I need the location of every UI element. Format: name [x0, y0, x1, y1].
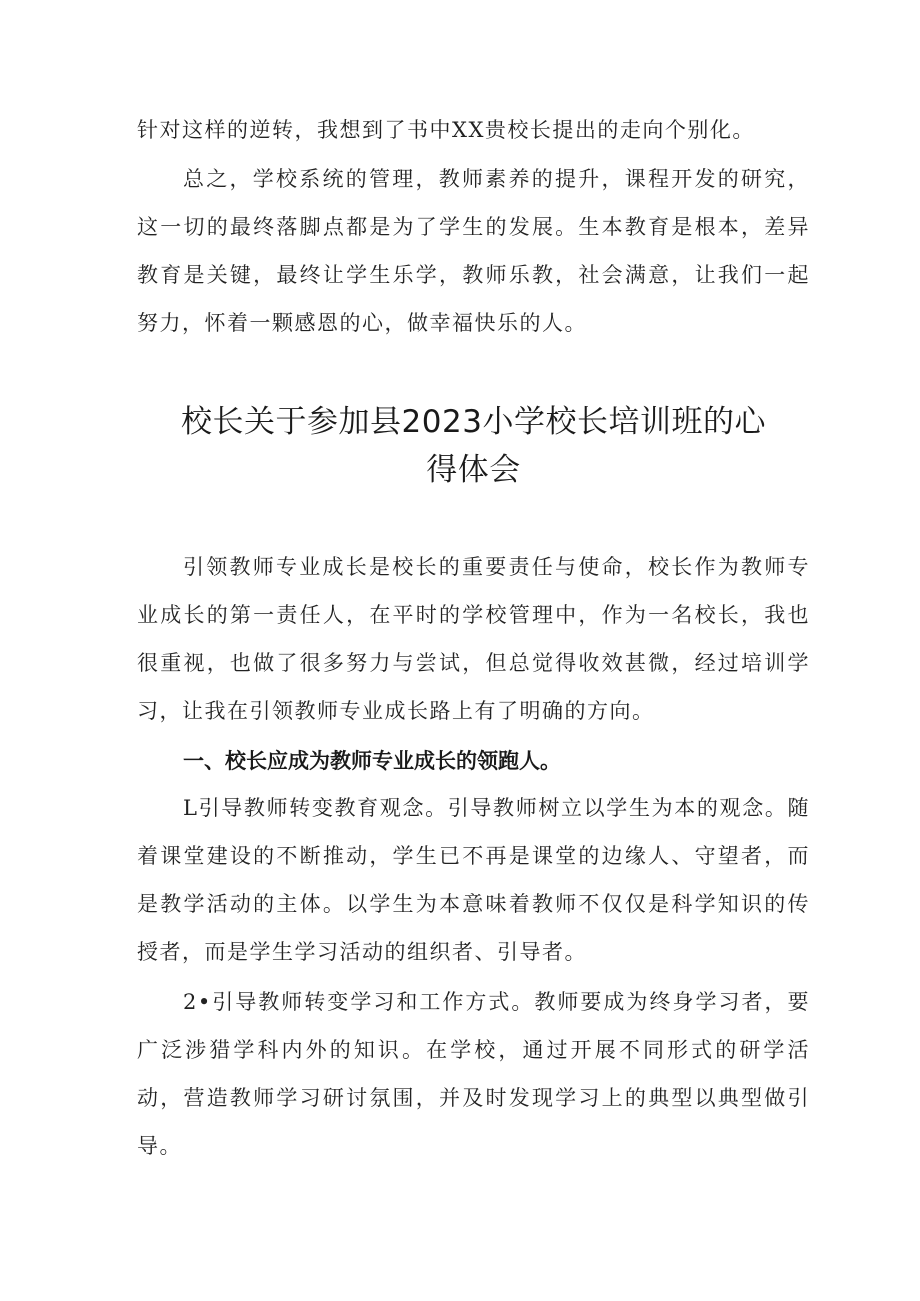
section-heading-1: 一、校长应成为教师专业成长的领跑人。: [183, 749, 561, 773]
title-line-1: 校长关于参加县2023小学校长培训班的心: [181, 404, 766, 440]
paragraph-5: 2•引导教师转变学习和工作方式。教师要成为终身学习者，要广泛涉猎学科内外的知识。在学校，通过开展不同形式的研学活动，营造教师学习研讨氛围，并及时发现学习上的典型以典型做引导。: [137, 990, 810, 1158]
title-line-2: 得体会: [426, 452, 521, 488]
paragraph-3: 引领教师专业成长是校长的重要责任与使命，校长作为教师专业成长的第一责任人，在平时的学校管理中，作为一名校长，我也很重视，也做了很多努力与尝试，但总觉得收效甚微，经过培训学习，让我在引领教师专业成长路上有了明确的方向。: [137, 555, 810, 723]
paragraph-4: L引导教师转变教育观念。引导教师树立以学生为本的观念。随着课堂建设的不断推动，学生已不再是课堂的边缘人、守望者，而是教学活动的主体。以学生为本意味着教师不仅仅是科学知识的传授者，而是学生学习活动的组织者、引导者。: [137, 796, 810, 964]
document-title: [137, 398, 810, 494]
paragraph-1: 针对这样的逆转，我想到了书中XX贵校长提出的走向个别化。: [137, 118, 755, 142]
paragraph-2: 总之，学校系统的管理，教师素养的提升，课程开发的研究，这一切的最终落脚点都是为了学生的发展。生本教育是根本，差异教育是关键，最终让学生乐学，教师乐教，社会满意，让我们一起努力，怀着一颗感恩的心，做幸福快乐的人。: [137, 167, 810, 335]
